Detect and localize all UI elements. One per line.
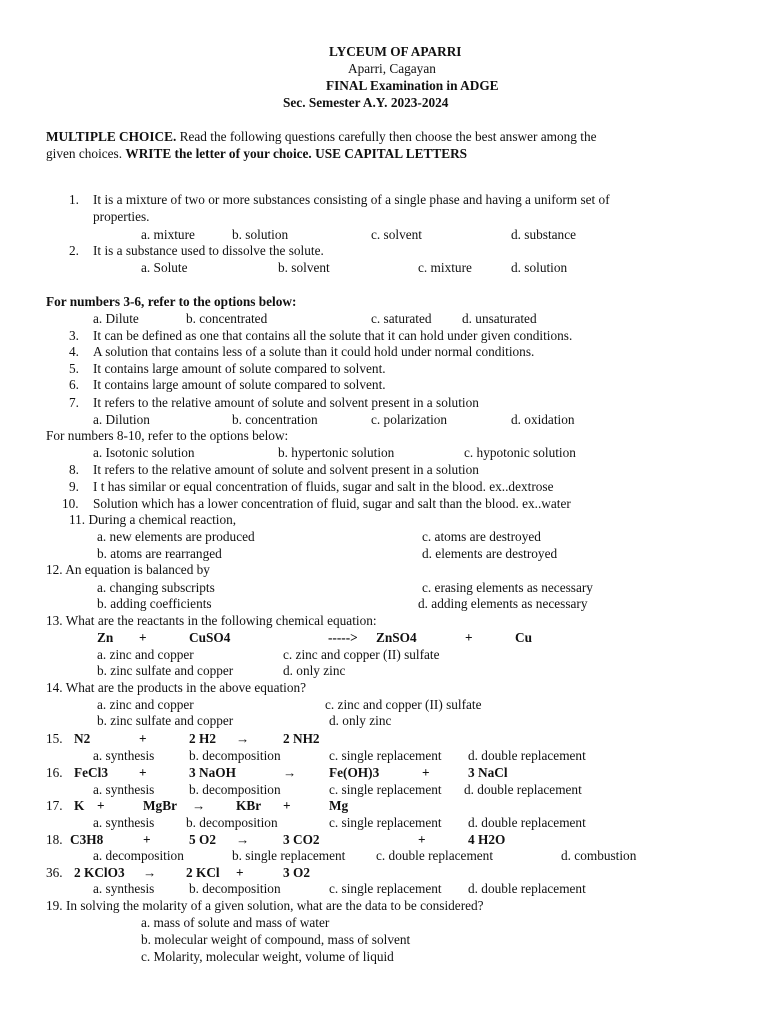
q11-option-a: a. new elements are produced (97, 529, 255, 544)
q1-option-b: b. solution (232, 227, 289, 242)
instructions-label: MULTIPLE CHOICE. (46, 129, 177, 144)
q36-option-a: a. synthesis (93, 881, 155, 896)
q7-text: It refers to the relative amount of solute and solvent present in a solution (93, 395, 479, 410)
q4-number: 4. (69, 344, 79, 359)
q9-text: I t has similar or equal concentration of fluids, sugar and salt in the blood. ex..dextrose (93, 479, 554, 494)
group-3-6-option-a: a. Dilute (93, 311, 139, 326)
q19-option-a: a. mass of solute and mass of water (141, 915, 330, 930)
q18-eq-plus-1: + (143, 832, 151, 847)
q19-text: 19. In solving the molarity of a given solution, what are the data to be considered? (46, 898, 484, 913)
q4-text: A solution that contains less of a solute than it could hold under normal conditions. (93, 344, 535, 359)
group-3-6-heading: For numbers 3-6, refer to the options below: (46, 294, 297, 309)
q6-text: It contains large amount of solute compared to solvent. (93, 377, 386, 392)
q1-text-cont: properties. (93, 209, 150, 224)
q18-eq-product-2: 4 H2O (468, 832, 506, 847)
q36-eq-arrow: → (143, 865, 157, 880)
school-location: Aparri, Cagayan (348, 61, 436, 76)
group-3-6-option-b: b. concentrated (186, 311, 268, 326)
q36-eq-reactant: 2 KClO3 (74, 865, 125, 880)
q15-option-c: c. single replacement (329, 748, 442, 763)
q6-number: 6. (69, 377, 79, 392)
q17-number: 17. (46, 798, 63, 813)
q15-number: 15. (46, 731, 63, 746)
q12-option-c: c. erasing elements as necessary (422, 580, 593, 595)
q2-option-c: c. mixture (418, 260, 472, 275)
q16-eq-plus-2: + (422, 765, 430, 780)
q36-option-d: d. double replacement (468, 881, 586, 896)
group-8-10-option-a: a. Isotonic solution (93, 445, 195, 460)
group-3-6-option-d: d. unsaturated (462, 311, 537, 326)
q8-text: It refers to the relative amount of solute and solvent present in a solution (93, 462, 479, 477)
group-8-10-option-b: b. hypertonic solution (278, 445, 395, 460)
group-8-10-heading: For numbers 8-10, refer to the options below: (46, 428, 289, 443)
q16-eq-arrow: → (283, 765, 297, 780)
q3-text: It can be defined as one that contains all the solute that it can hold under given conditions. (93, 328, 573, 343)
instructions-text: Read the following questions carefully then choose the best answer among the (176, 129, 597, 144)
q14-option-a: a. zinc and copper (97, 697, 194, 712)
q15-option-b: b. decomposition (189, 748, 281, 763)
q14-option-d: d. only zinc (329, 713, 392, 728)
q7-number: 7. (69, 395, 79, 410)
q1-option-c: c. solvent (371, 227, 422, 242)
q36-option-c: c. single replacement (329, 881, 442, 896)
instructions-line-1 (46, 129, 597, 145)
q7-option-a: a. Dilution (93, 412, 150, 427)
q14-option-b: b. zinc sulfate and copper (97, 713, 234, 728)
q36-eq-plus: + (236, 865, 244, 880)
semester-line: Sec. Semester A.Y. 2023-2024 (283, 95, 449, 110)
q2-option-a: a. Solute (141, 260, 188, 275)
q36-number: 36. (46, 865, 63, 880)
q12-text: 12. An equation is balanced by (46, 562, 210, 577)
q15-eq-arrow: → (236, 731, 250, 746)
q15-eq-product: 2 NH2 (283, 731, 320, 746)
q2-option-b: b. solvent (278, 260, 330, 275)
q13-option-a: a. zinc and copper (97, 647, 194, 662)
q15-eq-reactant-1: N2 (74, 731, 91, 746)
q13-eq-reactant-1: Zn (97, 630, 114, 645)
q19-option-b: b. molecular weight of compound, mass of solvent (141, 932, 411, 947)
q12-option-b: b. adding coefficients (97, 596, 212, 611)
instructions-directive: WRITE the letter of your choice. USE CAPITAL LETTERS (125, 146, 468, 161)
q5-text: It contains large amount of solute compared to solvent. (93, 361, 386, 376)
q18-option-b: b. single replacement (232, 848, 346, 863)
group-8-10-option-c: c. hypotonic solution (464, 445, 576, 460)
q7-option-d: d. oxidation (511, 412, 575, 427)
q18-eq-plus-2: + (418, 832, 426, 847)
q17-option-a: a. synthesis (93, 815, 155, 830)
q18-option-d: d. combustion (561, 848, 637, 863)
q13-option-c: c. zinc and copper (II) sulfate (283, 647, 440, 662)
q2-text: It is a substance used to dissolve the solute. (93, 243, 324, 258)
q8-number: 8. (69, 462, 79, 477)
q12-option-a: a. changing subscripts (97, 580, 215, 595)
q14-option-c: c. zinc and copper (II) sulfate (325, 697, 482, 712)
school-name: LYCEUM OF APARRI (329, 44, 462, 59)
q18-option-c: c. double replacement (376, 848, 494, 863)
q16-eq-product-1: Fe(OH)3 (329, 765, 380, 780)
q13-eq-product-1: ZnSO4 (376, 630, 417, 645)
q17-option-d: d. double replacement (468, 815, 586, 830)
q15-option-a: a. synthesis (93, 748, 155, 763)
q36-eq-product-2: 3 O2 (283, 865, 310, 880)
q36-eq-product-1: 2 KCl (186, 865, 220, 880)
instructions-line-2 (46, 146, 467, 162)
q1-option-a: a. mixture (141, 227, 195, 242)
q15-eq-plus: + (139, 731, 147, 746)
q15-eq-reactant-2: 2 H2 (189, 731, 216, 746)
q11-option-b: b. atoms are rearranged (97, 546, 222, 561)
q13-eq-plus-1: + (139, 630, 147, 645)
q13-eq-plus-2: + (465, 630, 473, 645)
q5-number: 5. (69, 361, 79, 376)
q14-text: 14. What are the products in the above equation? (46, 680, 307, 695)
q10-number: 10. (62, 496, 79, 511)
q15-option-d: d. double replacement (468, 748, 586, 763)
q7-option-b: b. concentration (232, 412, 318, 427)
q1-option-d: d. substance (511, 227, 576, 242)
q9-number: 9. (69, 479, 79, 494)
q7-option-c: c. polarization (371, 412, 448, 427)
q18-eq-product-1: 3 CO2 (283, 832, 320, 847)
q19-option-c: c. Molarity, molecular weight, volume of liquid (141, 949, 394, 964)
q17-eq-product-2: Mg (329, 798, 349, 813)
q16-eq-reactant-2: 3 NaOH (189, 765, 236, 780)
q36-option-b: b. decomposition (189, 881, 281, 896)
q17-eq-reactant-2: MgBr (143, 798, 177, 813)
q11-text: 11. During a chemical reaction, (69, 512, 237, 527)
q13-eq-reactant-2: CuSO4 (189, 630, 231, 645)
q13-option-d: d. only zinc (283, 663, 346, 678)
q2-number: 2. (69, 243, 79, 258)
group-3-6-option-c: c. saturated (371, 311, 432, 326)
q17-eq-reactant-1: K (74, 798, 85, 813)
q18-number: 18. (46, 832, 63, 847)
q1-number: 1. (69, 192, 79, 207)
q17-option-c: c. single replacement (329, 815, 442, 830)
q3-number: 3. (69, 328, 79, 343)
q18-eq-reactant-1: C3H8 (70, 832, 104, 847)
q1-text: It is a mixture of two or more substances consisting of a single phase and having a uniform set of (93, 192, 610, 207)
q17-eq-arrow: → (192, 798, 206, 813)
q16-option-d: d. double replacement (464, 782, 582, 797)
q18-eq-arrow: → (236, 832, 250, 847)
q17-eq-plus-1: + (97, 798, 105, 813)
q12-option-d: d. adding elements as necessary (418, 596, 588, 611)
q18-option-a: a. decomposition (93, 848, 184, 863)
q18-eq-reactant-2: 5 O2 (189, 832, 216, 847)
q16-option-c: c. single replacement (329, 782, 442, 797)
q13-text: 13. What are the reactants in the following chemical equation: (46, 613, 377, 628)
q10-text: Solution which has a lower concentration of fluid, sugar and salt than the blood. ex..water (93, 496, 571, 511)
q11-option-d: d. elements are destroyed (422, 546, 558, 561)
q16-eq-plus-1: + (139, 765, 147, 780)
q17-eq-plus-2: + (283, 798, 291, 813)
exam-title: FINAL Examination in ADGE (326, 78, 499, 93)
q13-eq-product-2: Cu (515, 630, 532, 645)
q16-number: 16. (46, 765, 63, 780)
q11-option-c: c. atoms are destroyed (422, 529, 541, 544)
q17-eq-product-1: KBr (236, 798, 262, 813)
q17-option-b: b. decomposition (186, 815, 278, 830)
q16-eq-reactant-1: FeCl3 (74, 765, 108, 780)
q16-option-a: a. synthesis (93, 782, 155, 797)
q13-option-b: b. zinc sulfate and copper (97, 663, 234, 678)
q16-option-b: b. decomposition (189, 782, 281, 797)
instructions-text-2: given choices. (46, 146, 126, 161)
q16-eq-product-2: 3 NaCl (468, 765, 508, 780)
q2-option-d: d. solution (511, 260, 568, 275)
q13-eq-arrow: -----> (328, 630, 358, 645)
